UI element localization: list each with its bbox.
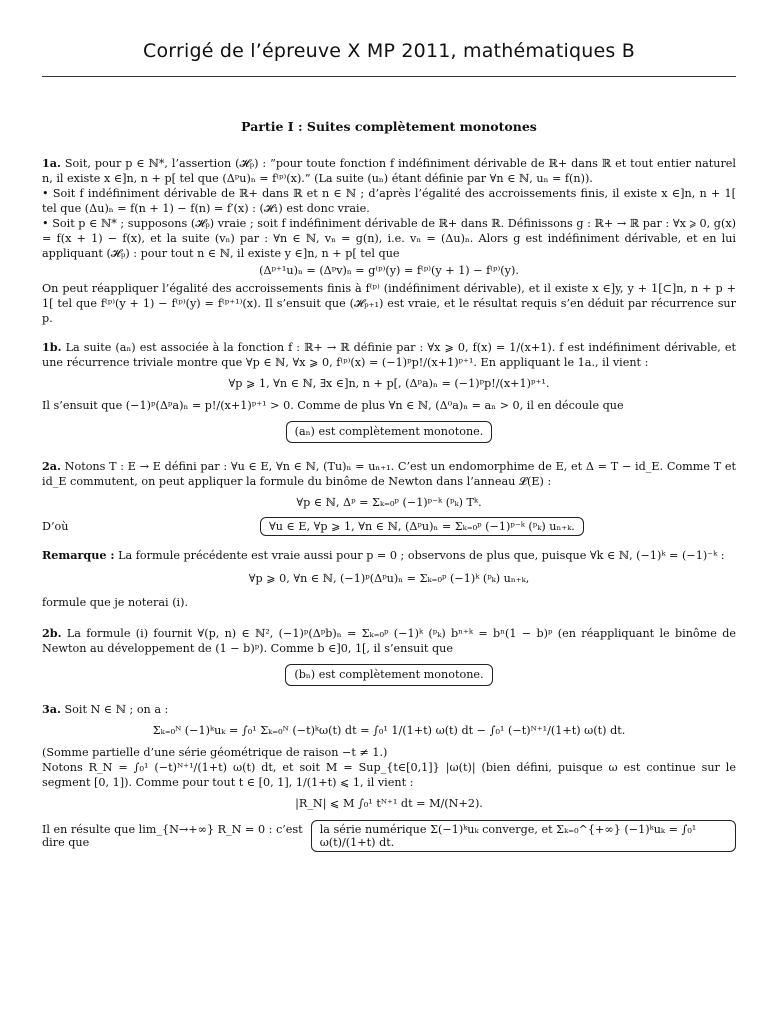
- equation: ∀p ⩾ 1, ∀n ∈ ℕ, ∃x ∈]n, n + p[, (Δᵖa)ₙ = (−1)ᵖp!/(x+1)ᵖ⁺¹.: [228, 377, 550, 390]
- section-label: 3a.: [42, 702, 61, 716]
- section-label: 1a.: [42, 156, 61, 170]
- equation: Σₖ₌₀ᴺ (−1)ᵏuₖ = ∫₀¹ Σₖ₌₀ᴺ (−t)ᵏω(t) dt = ∫₀¹ 1/(1+t) ω(t) dt − ∫₀¹ (−t)ᴺ⁺¹/(1+t) ω(t) dt.: [152, 724, 626, 737]
- paragraph: Soit, pour p ∈ ℕ*, l’assertion (𝓗ₚ) : ”pour toute fonction f indéfiniment dérivable de ℝ+ dans ℝ et tout entier naturel n, il existe x ∈]n, n + p[ tel que (Δᵖu)ₙ = f⁽ᵖ⁾(x).” (La suite (uₙ) étant définie par ∀n ∈ ℕ, uₙ = f(n)).: [42, 157, 736, 185]
- result-box: (bₙ) est complètement monotone.: [285, 664, 492, 686]
- paragraph: Il s’ensuit que (−1)ᵖ(Δᵖa)ₙ = p!/(x+1)ᵖ⁺¹ > 0. Comme de plus ∀n ∈ ℕ, (Δ⁰a)ₙ = aₙ > 0, il en découle que: [42, 399, 624, 412]
- part-heading: Partie I : Suites complètement monotones: [241, 119, 537, 134]
- section-label: 1b.: [42, 340, 62, 354]
- equation: (Δᵖ⁺¹u)ₙ = (Δᵖv)ₙ = g⁽ᵖ⁾(y) = f⁽ᵖ⁾(y + 1) − f⁽ᵖ⁾(y).: [259, 264, 519, 277]
- equation: |R_N| ⩽ M ∫₀¹ tᴺ⁺¹ dt = M/(N+2).: [295, 797, 483, 810]
- section-label: 2a.: [42, 459, 61, 473]
- section-label: 2b.: [42, 626, 62, 640]
- paragraph: formule que je noterai (i).: [42, 596, 189, 609]
- section-2b-intro: [42, 626, 736, 656]
- result-box: ∀u ∈ E, ∀p ⩾ 1, ∀n ∈ ℕ, (Δᵖu)ₙ = Σₖ₌₀ᵖ (−1)ᵖ⁻ᵏ (ᵖₖ) uₙ₊ₖ.: [260, 517, 584, 536]
- paragraph: Soit N ∈ ℕ ; on a :: [64, 703, 169, 716]
- paragraph: (Somme partielle d’une série géométrique de raison −t ≠ 1.): [42, 746, 388, 759]
- page: [42, 0, 736, 852]
- remark: [42, 548, 736, 563]
- section-1a-intro: [42, 156, 736, 186]
- label: D’où: [42, 520, 69, 533]
- paragraph: • Soit f indéfiniment dérivable de ℝ+ dans ℝ et n ∈ ℕ ; d’après l’égalité des accroissements finis, il existe x ∈]n, n + 1[ tel que (Δu)ₙ = f(n + 1) − f(n) = f′(x) : (𝓗₁) est donc vraie.: [42, 187, 736, 215]
- paragraph: Notons T : E → E défini par : ∀u ∈ E, ∀n ∈ ℕ, (Tu)ₙ = uₙ₊₁. C’est un endomorphime de E, et Δ = T − id_E. Comme T et id_E commutent, on peut appliquer la formule du binôme de Newton dans l’anneau 𝓛(E) :: [42, 460, 737, 488]
- section-3a-intro: [42, 702, 736, 717]
- paragraph: La suite (aₙ) est associée à la fonction f : ℝ+ → ℝ définie par : ∀x ⩾ 0, f(x) = 1/(x+1). f est indéfiniment dérivable, et une récurrence triviale montre que ∀p ∈ ℕ, ∀x ⩾ 0, f⁽ᵖ⁾(x) = (−1)ᵖp!/(x+1)ᵖ⁺¹. En appliquant le 1a., il vient :: [42, 341, 736, 369]
- paragraph: On peut réappliquer l’égalité des accroissements finis à f⁽ᵖ⁾ (indéfiniment dérivable), et il existe x ∈]y, y + 1[⊂]n, n + p + 1[ tel que f⁽ᵖ⁾(y + 1) − f⁽ᵖ⁾(y) = f⁽ᵖ⁺¹⁾(x). Il s’ensuit que (𝓗ₚ₊₁) est vraie, et le résultat requis s’en déduit par récurrence sur p.: [42, 282, 736, 325]
- result-box: la série numérique Σ(−1)ᵏuₖ converge, et Σₖ₌₀^{+∞} (−1)ᵏuₖ = ∫₀¹ ω(t)/(1+t) dt.: [311, 820, 736, 852]
- boxed-line: [42, 820, 736, 852]
- paragraph: La formule précédente est vraie aussi pour p = 0 ; observons de plus que, puisque ∀k ∈ ℕ, (−1)ᵏ = (−1)⁻ᵏ :: [118, 549, 725, 562]
- remark-label: Remarque :: [42, 548, 115, 562]
- section-2a-intro: [42, 459, 736, 489]
- result-box: (aₙ) est complètement monotone.: [286, 421, 493, 443]
- label: Il en résulte que lim_{N→+∞} R_N = 0 : c’est dire que: [42, 823, 303, 849]
- title-rule: [42, 76, 736, 77]
- section-1b-intro: [42, 340, 736, 370]
- boxed-line: [42, 517, 736, 536]
- paragraph: Notons R_N = ∫₀¹ (−t)ᴺ⁺¹/(1+t) ω(t) dt, et soit M = Sup_{t∈[0,1]} |ω(t)| (bien défini, puisque ω est continue sur le segment [0, 1]). Comme pour tout t ∈ [0, 1], 1/(1+t) ⩽ 1, il vient :: [42, 761, 736, 789]
- equation: ∀p ⩾ 0, ∀n ∈ ℕ, (−1)ᵖ(Δᵖu)ₙ = Σₖ₌₀ᵖ (−1)ᵏ (ᵖₖ) uₙ₊ₖ,: [248, 572, 530, 585]
- paragraph: • Soit p ∈ ℕ* ; supposons (𝓗ₚ) vraie ; soit f indéfiniment dérivable de ℝ+ dans ℝ. Définissons g : ℝ+ → ℝ par : ∀x ⩾ 0, g(x) = f(x + 1) − f(x), et la suite (vₙ) par : ∀n ∈ ℕ, vₙ = g(n), i.e. vₙ = (Δu)ₙ. Alors g est indéfiniment dérivable, et en lui appliquant (𝓗ₚ) : pour tout n ∈ ℕ, il existe y ∈]n, n + p[ tel que: [42, 217, 736, 260]
- paragraph: La formule (i) fournit ∀(p, n) ∈ ℕ², (−1)ᵖ(Δᵖb)ₙ = Σₖ₌₀ᵖ (−1)ᵏ (ᵖₖ) bⁿ⁺ᵏ = bⁿ(1 − b)ᵖ (en réappliquant le binôme de Newton au développement de (1 − b)ᵖ). Comme b ∈]0, 1[, il s’ensuit que: [42, 627, 736, 655]
- document-title: Corrigé de l’épreuve X MP 2011, mathématiques B: [143, 40, 635, 62]
- equation: ∀p ∈ ℕ, Δᵖ = Σₖ₌₀ᵖ (−1)ᵖ⁻ᵏ (ᵖₖ) Tᵏ.: [296, 496, 482, 509]
